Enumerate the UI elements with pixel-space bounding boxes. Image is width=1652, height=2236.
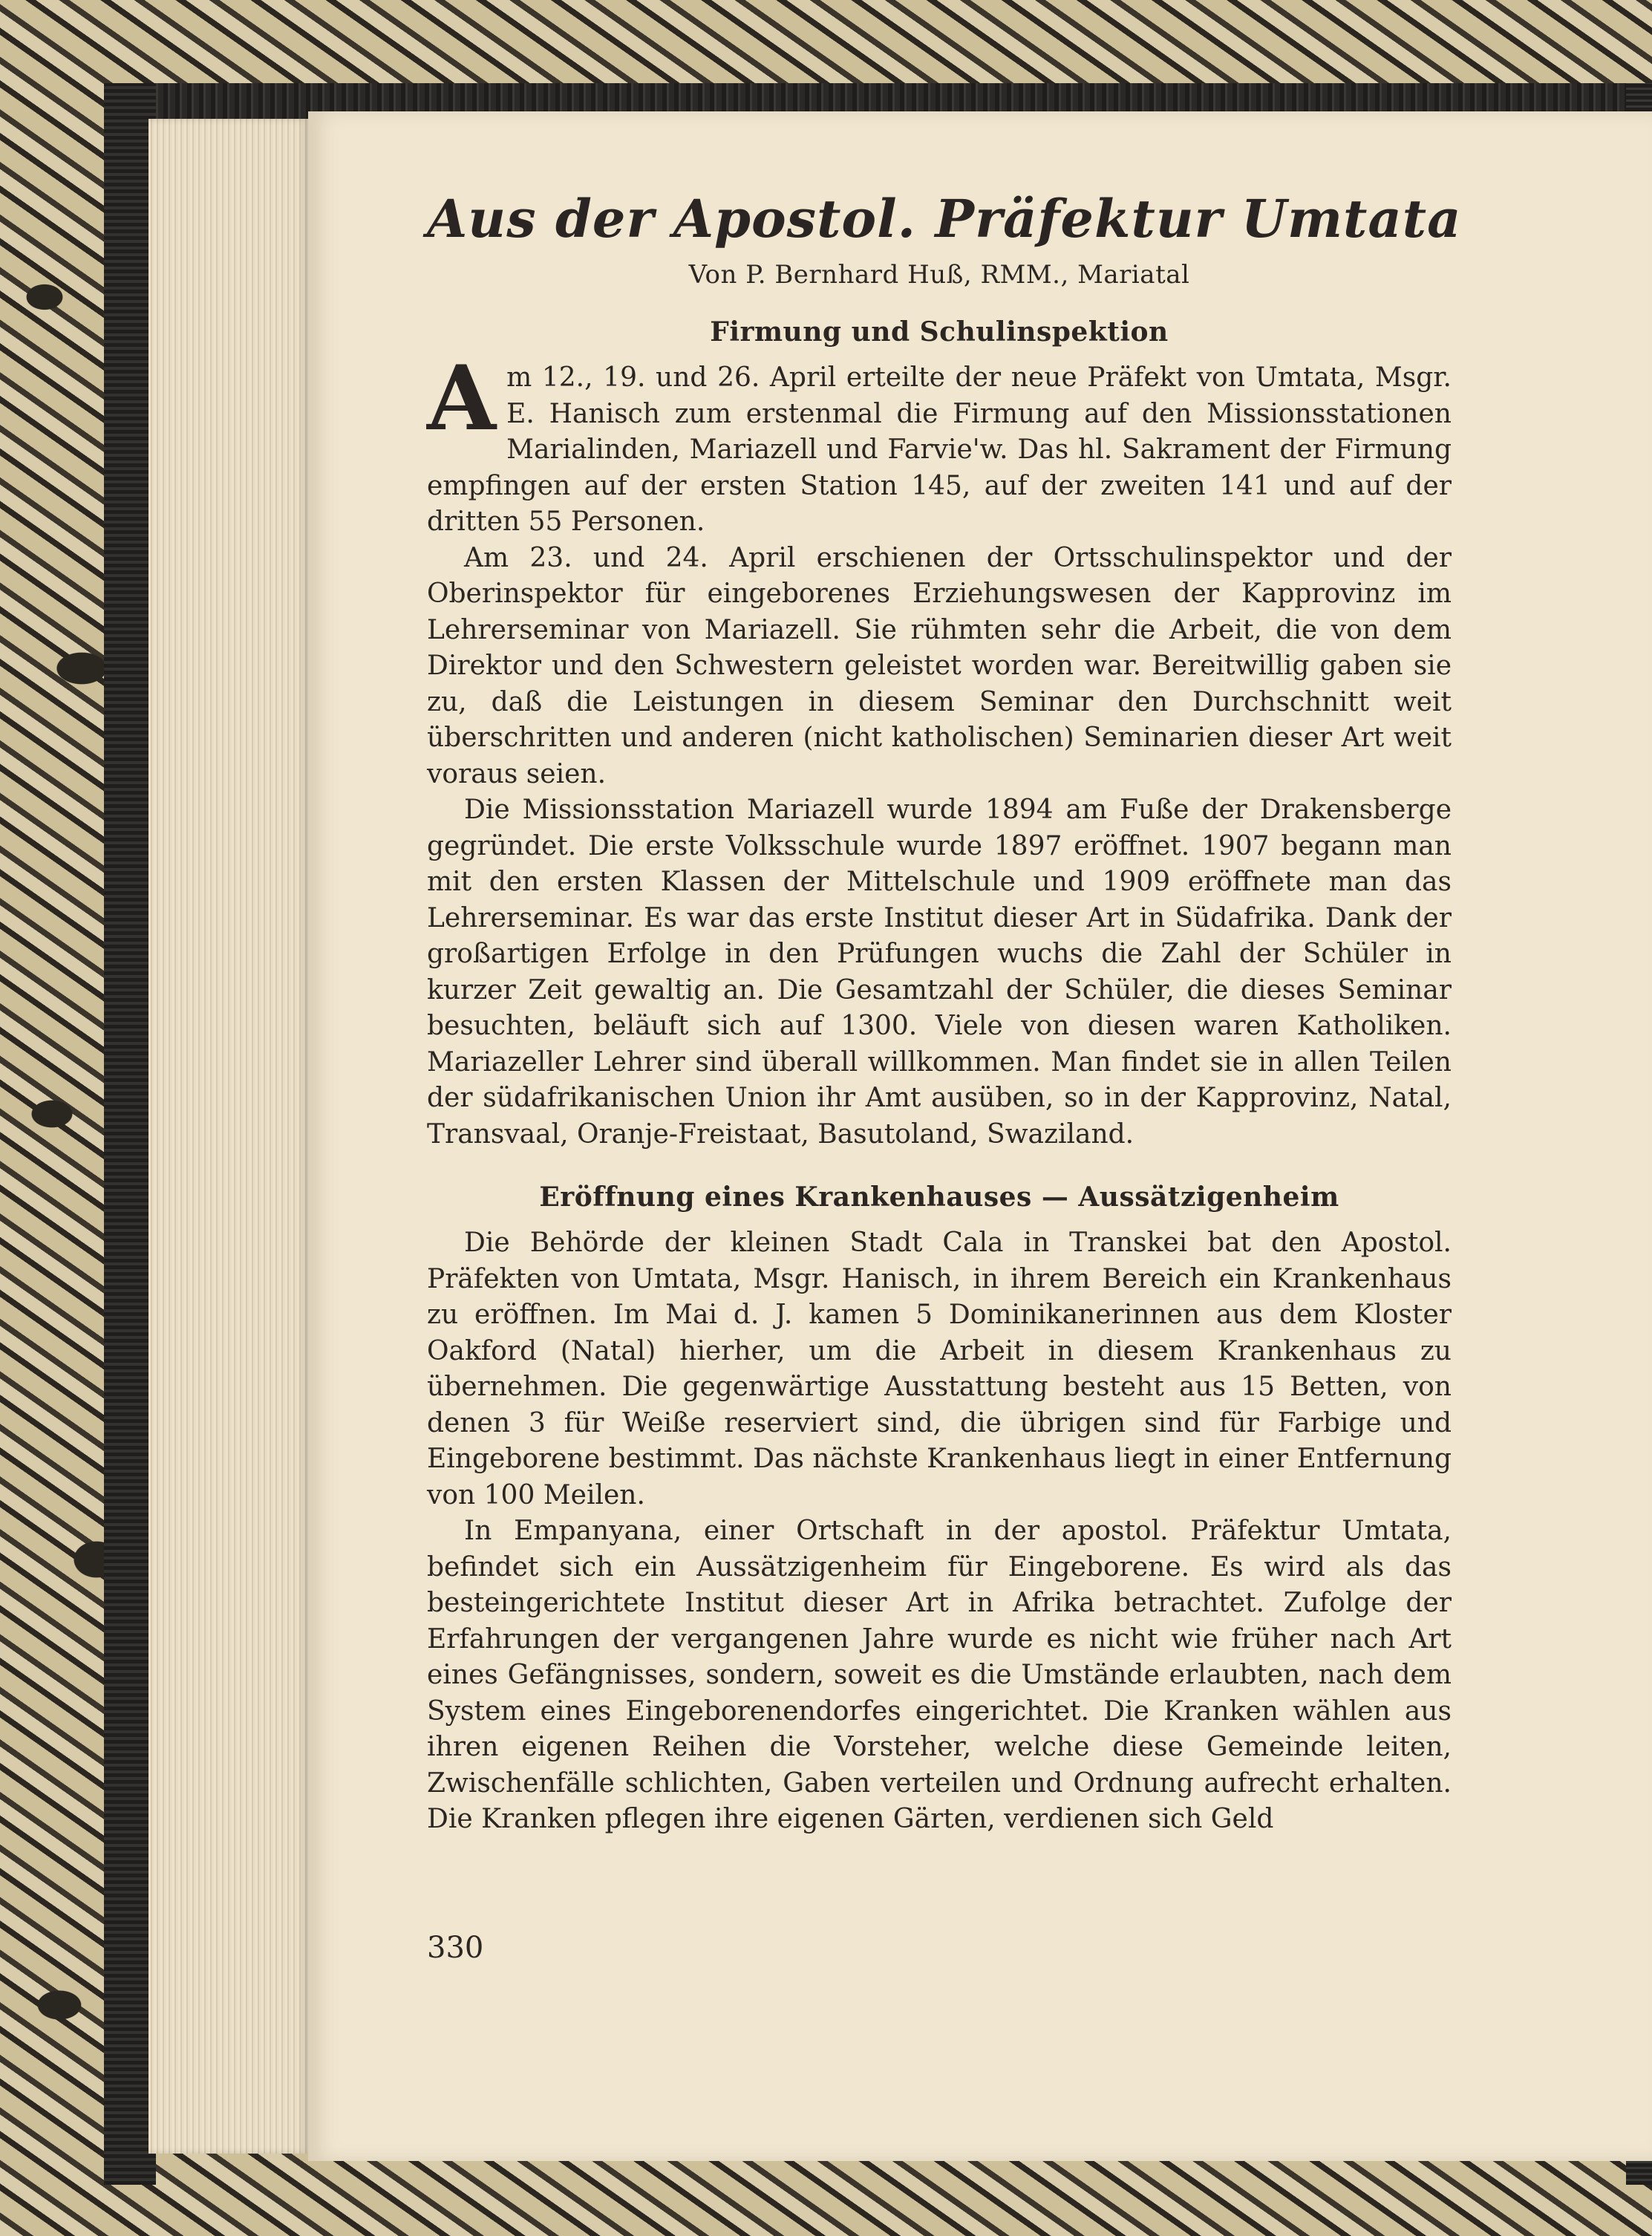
section-heading-firmung: Firmung und Schulinspektion (710, 316, 1169, 348)
page-number: 330 (427, 1931, 484, 1965)
paragraph: Am 23. und 24. April erschienen der Ortsschulinspektor und der Oberinspektor für eingeborenes Erziehungswesen der Kapprovinz im Lehrerseminar von Mariazell. Sie rühmten sehr die Arbeit, die von dem Direktor und den Schwestern geleistet worden war. Bereitwillig gaben sie zu, daß die Leistungen in diesem Seminar den Durchschnitt weit überschritten und anderen (nicht katholischen) Seminarien dieser Art weit voraus seien. (427, 542, 1452, 789)
paragraph: In Empanyana, einer Ortschaft in der apostol. Präfektur Umtata, befindet sich ein Aussätzigenheim für Eingeborene. Es wird als das besteingerichtete Institut dieser Art in Afrika betrachtet. Zufolge der Erfahrungen der vergangenen Jahre wurde es nicht wie früher nach Art eines Gefängnisses, sondern, soweit es die Umstände erlaubten, nach dem System eines Eingeborenendorfes eingerichtet. Die Kranken wählen aus ihren eigenen Reihen die Vorsteher, welche diese Gemeinde leiten, Zwischenfälle schlichten, Gaben verteilen und Ordnung aufrecht erhalten. Die Kranken pflegen ihre eigenen Gärten, verdienen sich Geld (427, 1516, 1452, 1834)
paragraph: Die Behörde der kleinen Stadt Cala in Transkei bat den Apostol. Präfekten von Umtata, Msgr. Hanisch, in ihrem Bereich ein Krankenhaus zu eröffnen. Im Mai d. J. kamen 5 Dominikanerinnen aus dem Kloster Oakford (Natal) hierher, um die Arbeit in diesem Krankenhaus zu übernehmen. Die gegenwärtige Ausstattung besteht aus 15 Betten, von denen 3 für Weiße reserviert sind, die übrigen sind für Farbige und Eingeborene bestimmt. Das nächste Krankenhaus liegt in einer Entfernung von 100 Meilen. (427, 1228, 1452, 1510)
page-stack-edges (148, 119, 308, 2154)
drop-cap: A (427, 346, 497, 451)
paragraph (427, 346, 1452, 541)
section-heading-krankenhaus: Eröffnung eines Krankenhauses — Aussätzigenheim (539, 1181, 1339, 1213)
article-byline: Von P. Bernhard Huß, RMM., Mariatal (688, 260, 1190, 290)
paragraph: Die Missionsstation Mariazell wurde 1894 am Fuße der Drakensberge gegründet. Die erste Volksschule wurde 1897 eröffnet. 1907 begann man mit den ersten Klassen der Mittelschule und 1909 eröffnete man das Lehrerseminar. Es war das erste Institut dieser Art in Südafrika. Dank der großartigen Erfolge in den Prüfungen wuchs die Zahl der Schüler in kurzer Zeit gewaltig an. Die Gesamtzahl der Schüler, die dieses Seminar besuchten, beläuft sich auf 1300. Viele von diesen waren Katholiken. Mariazeller Lehrer sind überall willkommen. Man findet sie in allen Teilen der südafrikanischen Union ihr Amt ausüben, so in der Kapprovinz, Natal, Transvaal, Oranje-Freistaat, Basutoland, Swaziland. (427, 795, 1452, 1150)
page-content (427, 182, 1462, 1838)
paragraph-text: m 12., 19. und 26. April erteilte der neue Präfekt von Umtata, Msgr. E. Hanisch zum erstenmal die Firmung auf den Missionsstationen Marialinden, Mariazell und Farvie'w. Das hl. Sakrament der Firmung empfingen auf der ersten Station 145, auf der zweiten 141 und auf der dritten 55 Personen. (427, 362, 1452, 537)
article-title: Aus der Apostol. Präfektur Umtata (427, 188, 1462, 250)
